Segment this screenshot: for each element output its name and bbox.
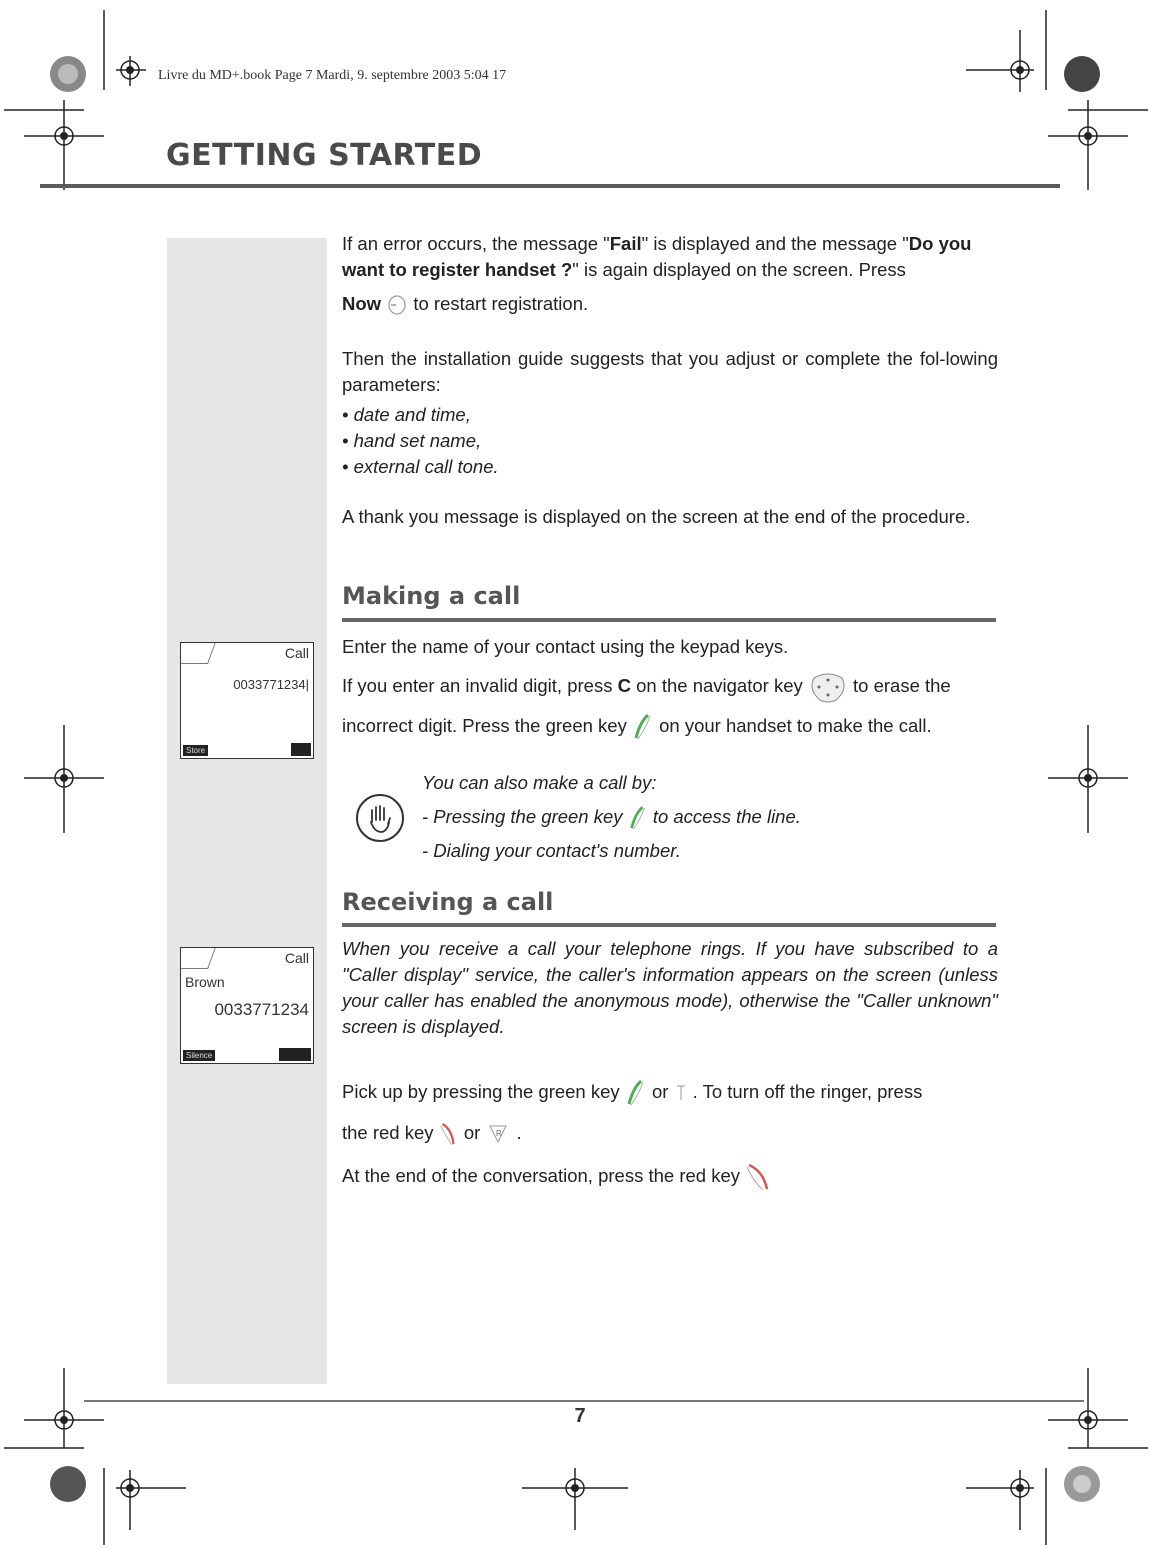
screen-softkey-right: [291, 743, 311, 756]
making-call-heading: Making a call: [342, 582, 521, 610]
footer-rule: [84, 1400, 1084, 1402]
text: .: [516, 1122, 522, 1143]
c-key-label: C: [617, 674, 631, 696]
text: incorrect digit. Press the green key: [342, 714, 627, 736]
text: Pick up by pressing the green key: [342, 1080, 620, 1102]
section-title: GETTING STARTED: [166, 138, 483, 173]
text: on your handset to make the call.: [659, 714, 932, 736]
making-call-rule: [342, 618, 996, 622]
note-intro: You can also make a call by:: [422, 772, 657, 793]
text: " is displayed and the message ": [641, 233, 909, 254]
text: the red key: [342, 1122, 434, 1143]
text: . To turn off the ringer, press: [692, 1080, 923, 1102]
making-line3: [342, 712, 998, 742]
sidebar-panel: [167, 238, 327, 1384]
screen-softkey-left: Silence: [183, 1050, 215, 1061]
text: or: [651, 1080, 669, 1102]
receiving-line1: [342, 1078, 998, 1108]
green-key-icon: [625, 1078, 647, 1108]
making-line2: [342, 670, 998, 704]
text: to access the line.: [652, 806, 801, 827]
text: If you enter an invalid digit, press: [342, 674, 613, 696]
note-block: [422, 766, 801, 868]
print-header: Livre du MD+.book Page 7 Mardi, 9. septembre 2003 5:04 17: [158, 68, 507, 83]
text: " is again displayed on the screen. Press: [572, 259, 906, 280]
screen-tab: [181, 948, 216, 969]
screen-softkey-right: [279, 1048, 311, 1061]
svg-text:R: R: [496, 1129, 503, 1139]
text: on the navigator key: [636, 674, 803, 696]
parameters-paragraph: Then the installation guide suggests that you adjust or complete the fol-lowing parameters:: [342, 348, 998, 395]
error-paragraph: [342, 231, 998, 317]
text: to restart registration.: [413, 293, 589, 314]
softkey-icon: [386, 294, 408, 316]
text: to erase the: [853, 674, 951, 696]
list-item: • date and time,: [342, 404, 471, 425]
caller-number: 0033771234: [214, 1000, 309, 1019]
red-key-icon: [745, 1161, 771, 1193]
note-item: - Dialing your contact's number.: [422, 840, 681, 861]
text: or: [463, 1122, 481, 1143]
title-rule: [40, 184, 1060, 188]
navigator-key-icon: [808, 670, 848, 704]
fail-label: Fail: [609, 233, 642, 254]
screen-title: Call: [284, 645, 309, 661]
green-key-icon: [632, 712, 654, 742]
receiving-line2: [342, 1120, 998, 1148]
now-label: Now: [342, 293, 382, 314]
hand-note-icon: [354, 792, 406, 844]
silence-softkey-icon: [485, 1121, 511, 1147]
receiving-call-heading: Receiving a call: [342, 888, 554, 916]
making-line1: Enter the name of your contact using the keypad keys.: [342, 636, 789, 657]
page-number: 7: [574, 1405, 586, 1427]
thanks-paragraph: A thank you message is displayed on the screen at the end of the procedure.: [342, 506, 971, 527]
red-key-icon: [439, 1120, 459, 1148]
green-key-icon: [628, 804, 648, 832]
text: - Pressing the green key: [422, 806, 623, 827]
list-item: • external call tone.: [342, 456, 499, 477]
receiving-line3: [342, 1161, 998, 1193]
parameters-list: [342, 402, 998, 480]
receiving-call-rule: [342, 923, 996, 927]
phone-screen-incoming: [180, 947, 314, 1064]
screen-number: 0033771234|: [233, 677, 309, 692]
register-prompt: Do you want to register handset ?: [342, 233, 972, 280]
phone-screen-dialing: [180, 642, 314, 759]
text: At the end of the conversation, press the red key: [342, 1164, 740, 1186]
caller-name: Brown: [185, 974, 225, 990]
list-item: • hand set name,: [342, 430, 482, 451]
screen-tab: [181, 643, 216, 664]
text: If an error occurs, the message ": [342, 233, 610, 254]
receiving-paragraph: When you receive a call your telephone rings. If you have subscribed to a "Caller display" service, the caller's information appears on the screen (unless your caller has enabled the anonymous mode), otherwise the "Caller unknown" screen is displayed.: [342, 938, 998, 1037]
screen-title: Call: [284, 950, 309, 966]
call-softkey-icon: [674, 1082, 688, 1104]
note-item: [422, 800, 801, 834]
screen-softkey-left: Store: [183, 745, 208, 756]
